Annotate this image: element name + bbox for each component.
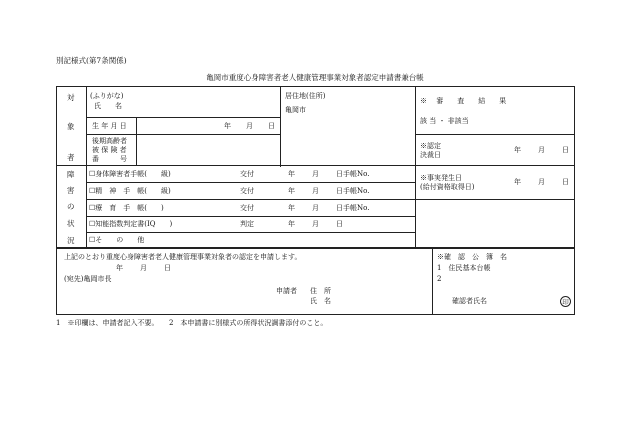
event-date-label-1: ※事実発生日 (420, 174, 462, 182)
disability-row-day: 日手帳No. (336, 204, 370, 212)
event-year: 年 (514, 178, 521, 186)
verification-item-1: 1 住民基本台帳 (437, 264, 491, 272)
section-char: 状 (67, 219, 75, 228)
certification-label-1: ※認定 (420, 142, 441, 150)
dob-year: 年 (224, 122, 231, 130)
disability-row-label: ☐身体障害者手帳( 級) (89, 170, 171, 178)
declaration-day: 日 (164, 264, 171, 272)
cert-year: 年 (514, 146, 521, 154)
verification-item-2: 2 (437, 275, 442, 283)
disability-row-label: ☐療 育 手 帳( ) (89, 204, 164, 212)
verification-title: ※確 認 公 簿 名 (437, 253, 507, 261)
dob-label: 生 年 月 日 (92, 122, 127, 130)
applicant-address-label: 住 所 (310, 287, 331, 295)
applicant-label: 申請者 (276, 287, 297, 295)
event-date-label-2: (給付資格取得日) (420, 183, 475, 191)
disability-row-year: 年 (288, 220, 295, 228)
section-char: 対 (67, 93, 75, 102)
disability-row-label: ☐知能指数判定書(IQ ) (89, 220, 173, 228)
review-result-options: 該 当 ・ 非該当 (420, 117, 469, 125)
disability-row-label: ☐そ の 他 (89, 236, 145, 244)
event-day: 日 (562, 178, 569, 186)
disability-row-month: 月 (312, 170, 319, 178)
event-month: 月 (538, 178, 545, 186)
section-char: 況 (67, 236, 75, 245)
certification-label-2: 決裁日 (420, 151, 441, 159)
disability-row-day: 日手帳No. (336, 187, 370, 195)
section-char: 者 (67, 153, 75, 162)
cert-day: 日 (562, 146, 569, 154)
section-char: の (67, 202, 75, 211)
section-char: 障 (67, 170, 75, 179)
disability-row-year: 年 (288, 187, 295, 195)
disability-row-label: ☐精 神 手 帳( 級) (89, 187, 171, 195)
disability-row-issue: 交付 (240, 204, 254, 212)
insured-label-2: 被 保 険 者 (92, 146, 127, 154)
addressee: (宛先)亀岡市長 (64, 275, 112, 283)
disability-row-day: 日手帳No. (336, 170, 370, 178)
disability-row-day: 日 (336, 220, 343, 228)
applicant-name-label: 氏 名 (310, 297, 331, 305)
disability-row-year: 年 (288, 170, 295, 178)
dob-day: 日 (268, 122, 275, 130)
disability-row-month: 月 (312, 187, 319, 195)
disability-row-year: 年 (288, 204, 295, 212)
address-label: 居住地(住所) (285, 92, 326, 100)
disability-row-issue: 判定 (240, 220, 254, 228)
declaration-month: 月 (140, 264, 147, 272)
section-char: 害 (67, 186, 75, 195)
section-char: 象 (67, 122, 75, 131)
name-label: 氏 名 (94, 102, 122, 110)
declaration-year: 年 (116, 264, 123, 272)
insured-label-1: 後期高齢者 (92, 137, 127, 145)
form-title: 亀岡市重度心身障害者老人健康管理事業対象者認定申請書兼台帳 (206, 73, 424, 82)
disability-row-issue: 交付 (240, 187, 254, 195)
cert-month: 月 (538, 146, 545, 154)
review-result-label: ※ 審 査 結 果 (420, 97, 507, 105)
insured-label-3: 番 号 (92, 155, 127, 163)
disability-row-month: 月 (312, 220, 319, 228)
dob-month: 月 (246, 122, 253, 130)
declaration-statement: 上記のとおり重度心身障害者老人健康管理事業対象者の認定を申請します。 (64, 253, 302, 261)
disability-row-month: 月 (312, 204, 319, 212)
furigana-label: (ふりがな) (90, 92, 124, 100)
seal-mark: 印 (560, 296, 571, 307)
confirmer-label: 確認者氏名 (452, 297, 487, 305)
footer-note: 1 ※印欄は、申請者記入不要。 2 本申請書に別様式の所得状況調書添付のこと。 (56, 319, 328, 327)
form-reference: 別記様式(第7条関係) (56, 56, 127, 65)
address-city: 亀岡市 (285, 106, 306, 114)
disability-row-issue: 交付 (240, 170, 254, 178)
